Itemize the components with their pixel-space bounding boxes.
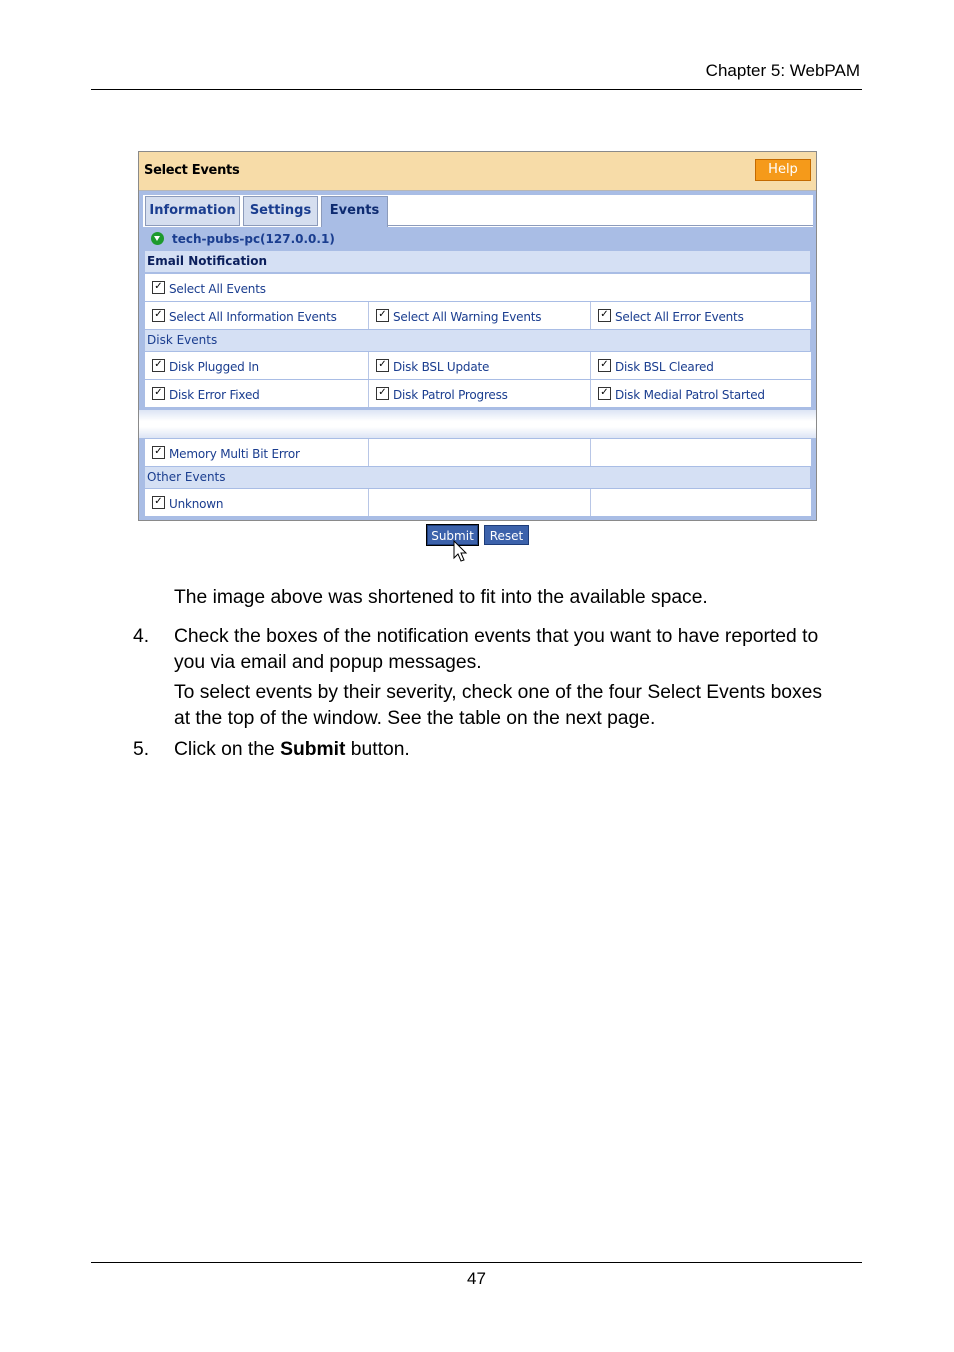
event-label: Memory Multi Bit Error: [169, 447, 300, 461]
unknown-checkbox[interactable]: ✓: [152, 496, 165, 509]
event-cell: [590, 380, 811, 407]
event-cell: [145, 380, 366, 407]
running-header: [91, 60, 862, 90]
disk-bsl-update-checkbox[interactable]: ✓: [376, 359, 389, 372]
section-title: Disk Events: [147, 333, 218, 347]
tab-settings[interactable]: Settings: [243, 196, 318, 226]
shortened-note: The image above was shortened to fit into the available space.: [174, 587, 708, 608]
empty-cell: [368, 489, 589, 516]
help-button[interactable]: Help: [755, 159, 811, 181]
severity-cell: [368, 302, 589, 329]
event-label: Disk Plugged In: [169, 360, 259, 374]
step-5-suffix: button.: [345, 739, 410, 760]
step-4-detail-line: at the top of the window. See the table on the next page.: [174, 708, 656, 729]
severity-row: [145, 302, 810, 329]
select-info-label: Select All Information Events: [169, 310, 337, 324]
empty-cell: [368, 439, 589, 466]
panel-title: Select Events: [144, 163, 240, 178]
memory-multi-bit-error-checkbox[interactable]: ✓: [152, 446, 165, 459]
empty-cell: [590, 439, 811, 466]
select-info-checkbox[interactable]: ✓: [152, 309, 165, 322]
severity-cell: [590, 302, 811, 329]
step-4-detail-line: To select events by their severity, check one of the four Select Events boxes: [174, 682, 823, 703]
disk-bsl-cleared-checkbox[interactable]: ✓: [598, 359, 611, 372]
host-label: tech-pubs-pc(127.0.0.1): [172, 232, 335, 246]
shortened-image-break: [139, 410, 816, 438]
tab-divider: [388, 225, 813, 226]
event-cell: [368, 380, 589, 407]
disk-patrol-progress-checkbox[interactable]: ✓: [376, 387, 389, 400]
select-error-checkbox[interactable]: ✓: [598, 309, 611, 322]
step-4-line: Check the boxes of the notification events that you want to have reported to: [174, 626, 819, 647]
disk-row: [145, 352, 810, 379]
disk-error-fixed-checkbox[interactable]: ✓: [152, 387, 165, 400]
select-all-label: Select All Events: [169, 282, 266, 296]
select-warning-checkbox[interactable]: ✓: [376, 309, 389, 322]
step-4-text: [174, 624, 864, 676]
expand-down-icon[interactable]: [151, 232, 164, 245]
email-notification-section: [145, 251, 810, 272]
step-4-line: you via email and popup messages.: [174, 652, 482, 673]
section-title: Other Events: [147, 470, 226, 484]
event-cell: [590, 352, 811, 379]
disk-events-section: [145, 330, 810, 351]
running-footer: [91, 1262, 862, 1288]
event-label: Unknown: [169, 497, 224, 511]
disk-plugged-in-checkbox[interactable]: ✓: [152, 359, 165, 372]
step-number: 5.: [133, 739, 150, 760]
event-label: Disk Patrol Progress: [393, 388, 508, 402]
event-cell: [368, 352, 589, 379]
other-events-section: [145, 467, 810, 488]
reset-button[interactable]: Reset: [484, 525, 529, 545]
other-row: [145, 489, 810, 516]
select-error-label: Select All Error Events: [615, 310, 744, 324]
tab-bar: [143, 195, 813, 227]
memory-row: [145, 439, 810, 466]
panel-header: [139, 152, 816, 191]
select-all-row: [145, 274, 810, 301]
select-all-cell: [145, 274, 810, 301]
step-4-detail: [174, 680, 864, 732]
host-row: [145, 229, 810, 249]
empty-cell: [590, 489, 811, 516]
tab-events[interactable]: Events: [321, 196, 388, 227]
event-cell: [145, 352, 366, 379]
event-cell: [145, 489, 366, 516]
event-label: Disk Medial Patrol Started: [615, 388, 765, 402]
select-warning-label: Select All Warning Events: [393, 310, 542, 324]
severity-cell: [145, 302, 366, 329]
event-label: Disk BSL Cleared: [615, 360, 714, 374]
event-label: Disk Error Fixed: [169, 388, 260, 402]
submit-button[interactable]: Submit: [427, 525, 478, 545]
step-5-prefix: Click on the: [174, 739, 281, 760]
step-number: 4.: [133, 626, 150, 647]
chapter-title: Chapter 5: WebPAM: [705, 61, 860, 80]
mouse-pointer-icon: [453, 540, 469, 564]
tab-information[interactable]: Information: [145, 196, 240, 226]
select-all-checkbox[interactable]: ✓: [152, 281, 165, 294]
select-events-panel: [138, 151, 817, 521]
disk-row: [145, 380, 810, 407]
submit-term: Submit: [280, 739, 346, 760]
event-cell: [145, 439, 366, 466]
disk-media-patrol-started-checkbox[interactable]: ✓: [598, 387, 611, 400]
event-label: Disk BSL Update: [393, 360, 490, 374]
section-title: Email Notification: [147, 254, 268, 268]
page-number: 47: [467, 1269, 486, 1288]
step-5-text: [174, 737, 864, 763]
